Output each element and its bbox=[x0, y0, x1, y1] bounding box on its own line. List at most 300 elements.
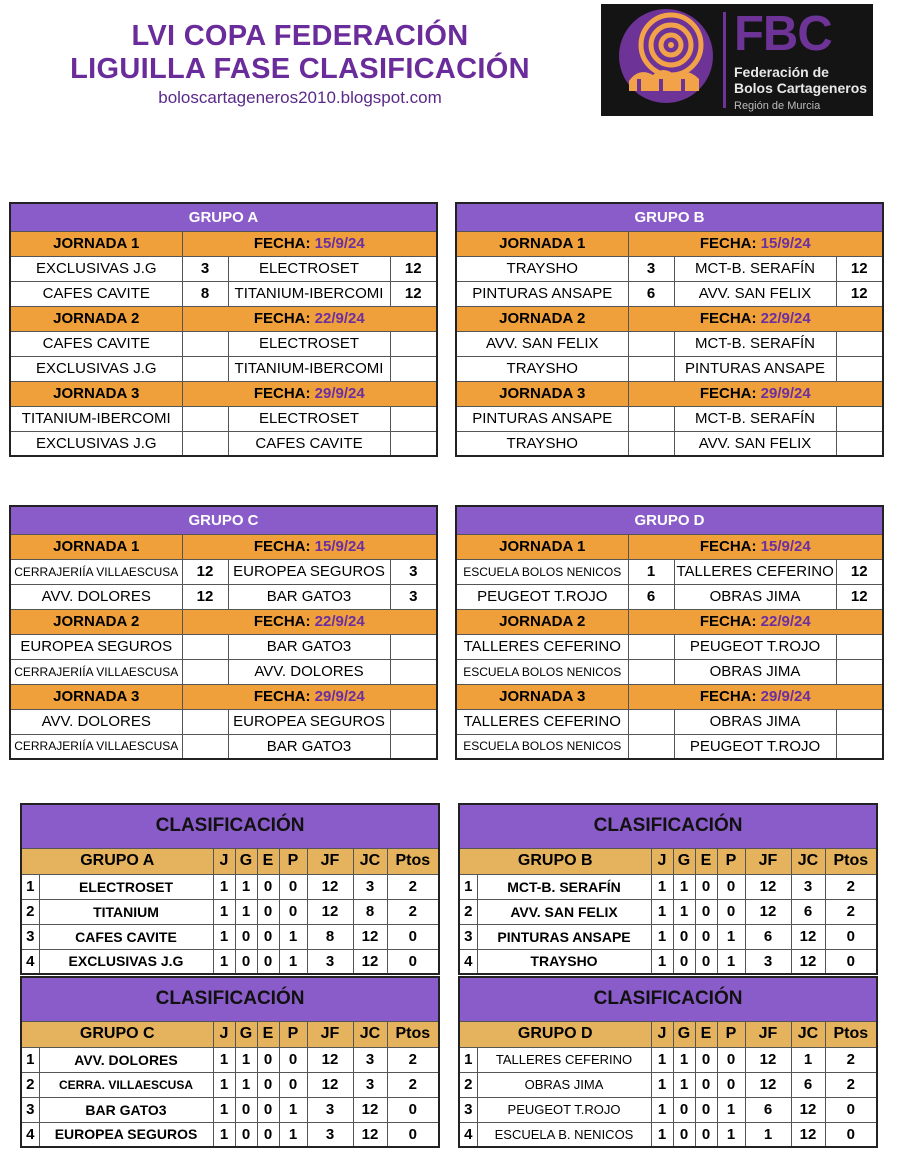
away-team: TITANIUM-IBERCOMI bbox=[228, 356, 390, 381]
match-row bbox=[456, 709, 883, 734]
position: 1 bbox=[21, 1047, 39, 1072]
stat-jc: 3 bbox=[791, 874, 825, 899]
away-team: ELECTROSET bbox=[228, 331, 390, 356]
team-name: CAFES CAVITE bbox=[39, 924, 213, 949]
stat-p: 1 bbox=[717, 1122, 745, 1147]
away-score bbox=[390, 406, 437, 431]
jornada-label: JORNADA 1 bbox=[456, 231, 628, 256]
standings-header-row bbox=[21, 848, 439, 874]
column-header-p: P bbox=[717, 1021, 745, 1047]
standings-row bbox=[21, 1097, 439, 1122]
stat-p: 0 bbox=[279, 1047, 307, 1072]
standings-row bbox=[459, 924, 877, 949]
home-score bbox=[182, 331, 228, 356]
stat-ptos: 0 bbox=[825, 949, 877, 974]
home-team: AVV. DOLORES bbox=[10, 584, 182, 609]
home-score bbox=[628, 406, 674, 431]
stat-e: 0 bbox=[695, 1047, 717, 1072]
match-row bbox=[10, 406, 437, 431]
jornada-date bbox=[628, 684, 883, 709]
jornada-row bbox=[10, 381, 437, 406]
date-label: FECHA: bbox=[699, 538, 757, 555]
jornada-label: JORNADA 2 bbox=[456, 306, 628, 331]
standings-group: GRUPO C bbox=[21, 1021, 213, 1047]
away-score bbox=[836, 634, 883, 659]
logo-name-line2: Bolos Cartageneros bbox=[734, 80, 868, 96]
home-score: 12 bbox=[182, 584, 228, 609]
date-label: FECHA: bbox=[253, 688, 311, 705]
position: 2 bbox=[21, 1072, 39, 1097]
match-row bbox=[10, 734, 437, 759]
home-score bbox=[182, 356, 228, 381]
federation-logo bbox=[601, 4, 873, 116]
stat-p: 1 bbox=[717, 1097, 745, 1122]
away-score: 12 bbox=[836, 584, 883, 609]
home-team: TALLERES CEFERINO bbox=[456, 634, 628, 659]
stat-ptos: 2 bbox=[387, 1047, 439, 1072]
jornada-row bbox=[456, 534, 883, 559]
date-value: 29/9/24 bbox=[314, 688, 365, 705]
stat-e: 0 bbox=[257, 924, 279, 949]
page-subtitle: LIGUILLA FASE CLASIFICACIÓN bbox=[70, 53, 530, 85]
standings-row bbox=[21, 1047, 439, 1072]
match-row bbox=[10, 709, 437, 734]
home-team: TRAYSHO bbox=[456, 256, 628, 281]
logo-abbr: FBC bbox=[734, 7, 832, 61]
position: 2 bbox=[459, 899, 477, 924]
column-header-e: E bbox=[257, 1021, 279, 1047]
stat-jf: 3 bbox=[307, 1122, 353, 1147]
date-value: 15/9/24 bbox=[314, 538, 365, 555]
date-label: FECHA: bbox=[699, 688, 757, 705]
home-team: CERRAJERIÍA VILLAESCUSA bbox=[10, 659, 182, 684]
stat-ptos: 2 bbox=[387, 899, 439, 924]
home-score: 12 bbox=[182, 559, 228, 584]
team-name: BAR GATO3 bbox=[39, 1097, 213, 1122]
match-row bbox=[456, 256, 883, 281]
column-header-jf: JF bbox=[745, 848, 791, 874]
jornada-label: JORNADA 3 bbox=[10, 684, 182, 709]
logo-name bbox=[734, 64, 867, 96]
home-team: CERRAJERIÍA VILLAESCUSA bbox=[10, 559, 182, 584]
home-team: CAFES CAVITE bbox=[10, 281, 182, 306]
stat-e: 0 bbox=[257, 1097, 279, 1122]
match-row bbox=[456, 356, 883, 381]
away-team: PEUGEOT T.ROJO bbox=[674, 634, 836, 659]
team-name: TALLERES CEFERINO bbox=[477, 1047, 651, 1072]
stat-jc: 12 bbox=[791, 1122, 825, 1147]
standings-row bbox=[459, 949, 877, 974]
jornada-label: JORNADA 1 bbox=[10, 534, 182, 559]
stat-j: 1 bbox=[651, 1097, 673, 1122]
match-row bbox=[456, 584, 883, 609]
team-name: CERRA. VILLAESCUSA bbox=[39, 1072, 213, 1097]
stat-jf: 3 bbox=[745, 949, 791, 974]
column-header-g: G bbox=[673, 1021, 695, 1047]
position: 1 bbox=[459, 874, 477, 899]
stat-g: 0 bbox=[235, 1122, 257, 1147]
home-team: CAFES CAVITE bbox=[10, 331, 182, 356]
stat-j: 1 bbox=[651, 924, 673, 949]
jornada-label: JORNADA 1 bbox=[456, 534, 628, 559]
stat-e: 0 bbox=[695, 899, 717, 924]
home-score: 3 bbox=[182, 256, 228, 281]
stat-g: 0 bbox=[673, 1122, 695, 1147]
away-score: 3 bbox=[390, 559, 437, 584]
away-score bbox=[836, 431, 883, 456]
away-score: 12 bbox=[390, 281, 437, 306]
date-label: FECHA: bbox=[253, 538, 311, 555]
position: 4 bbox=[21, 1122, 39, 1147]
standings-row bbox=[459, 1122, 877, 1147]
away-score: 12 bbox=[836, 281, 883, 306]
away-team: ELECTROSET bbox=[228, 406, 390, 431]
team-name: EUROPEA SEGUROS bbox=[39, 1122, 213, 1147]
home-score bbox=[182, 659, 228, 684]
standings-table-grupo-d bbox=[458, 976, 878, 1148]
stat-g: 0 bbox=[235, 1097, 257, 1122]
jornada-date bbox=[182, 231, 437, 256]
stat-g: 0 bbox=[235, 924, 257, 949]
stat-g: 1 bbox=[673, 1072, 695, 1097]
home-score: 6 bbox=[628, 281, 674, 306]
stat-e: 0 bbox=[695, 1122, 717, 1147]
stat-jf: 3 bbox=[307, 949, 353, 974]
home-score bbox=[182, 709, 228, 734]
stat-jc: 6 bbox=[791, 1072, 825, 1097]
standings-table-grupo-b bbox=[458, 803, 878, 975]
home-score: 3 bbox=[628, 256, 674, 281]
stat-j: 1 bbox=[213, 899, 235, 924]
standings-header-row bbox=[21, 1021, 439, 1047]
fixture-table-grupo-a bbox=[9, 202, 438, 457]
stat-jf: 6 bbox=[745, 924, 791, 949]
column-header-jc: JC bbox=[791, 1021, 825, 1047]
away-team: AVV. DOLORES bbox=[228, 659, 390, 684]
jornada-label: JORNADA 2 bbox=[10, 306, 182, 331]
home-score bbox=[182, 734, 228, 759]
jornada-label: JORNADA 1 bbox=[10, 231, 182, 256]
stat-p: 0 bbox=[717, 1072, 745, 1097]
away-team: BAR GATO3 bbox=[228, 634, 390, 659]
date-value: 22/9/24 bbox=[314, 310, 365, 327]
jornada-date bbox=[628, 381, 883, 406]
jornada-date bbox=[182, 306, 437, 331]
logo-divider bbox=[723, 12, 726, 108]
stat-jf: 12 bbox=[745, 1047, 791, 1072]
jornada-row bbox=[10, 306, 437, 331]
stat-ptos: 2 bbox=[387, 1072, 439, 1097]
match-row bbox=[456, 659, 883, 684]
stat-jc: 3 bbox=[353, 874, 387, 899]
date-value: 15/9/24 bbox=[760, 538, 811, 555]
stat-ptos: 2 bbox=[825, 1047, 877, 1072]
stat-ptos: 0 bbox=[825, 924, 877, 949]
stat-jc: 3 bbox=[353, 1072, 387, 1097]
group-title: GRUPO A bbox=[10, 203, 437, 231]
home-team: TITANIUM-IBERCOMI bbox=[10, 406, 182, 431]
date-value: 22/9/24 bbox=[314, 613, 365, 630]
stat-jf: 12 bbox=[745, 899, 791, 924]
stat-j: 1 bbox=[213, 1097, 235, 1122]
position: 1 bbox=[21, 874, 39, 899]
jornada-row bbox=[10, 534, 437, 559]
stat-g: 0 bbox=[673, 924, 695, 949]
stat-jc: 12 bbox=[353, 924, 387, 949]
home-team: TRAYSHO bbox=[456, 356, 628, 381]
team-name: AVV. DOLORES bbox=[39, 1047, 213, 1072]
column-header-jf: JF bbox=[307, 1021, 353, 1047]
column-header-j: J bbox=[213, 848, 235, 874]
stat-p: 0 bbox=[279, 899, 307, 924]
home-score bbox=[628, 331, 674, 356]
stat-jf: 12 bbox=[307, 1047, 353, 1072]
jornada-date bbox=[182, 381, 437, 406]
away-team: AVV. SAN FELIX bbox=[674, 431, 836, 456]
stat-e: 0 bbox=[257, 1122, 279, 1147]
page-title: LVI COPA FEDERACIÓN bbox=[131, 20, 469, 52]
jornada-label: JORNADA 2 bbox=[10, 609, 182, 634]
standings-table-grupo-a bbox=[20, 803, 440, 975]
stat-g: 1 bbox=[235, 874, 257, 899]
position: 3 bbox=[459, 1097, 477, 1122]
home-score bbox=[182, 406, 228, 431]
jornada-row bbox=[456, 609, 883, 634]
stat-ptos: 0 bbox=[825, 1122, 877, 1147]
standings-row bbox=[21, 1122, 439, 1147]
group-header-row bbox=[10, 506, 437, 534]
away-score bbox=[836, 331, 883, 356]
away-score bbox=[836, 734, 883, 759]
jornada-date bbox=[628, 534, 883, 559]
away-score bbox=[390, 709, 437, 734]
group-header-row bbox=[456, 506, 883, 534]
column-header-e: E bbox=[695, 1021, 717, 1047]
standings-row bbox=[459, 1072, 877, 1097]
home-team: CERRAJERIÍA VILLAESCUSA bbox=[10, 734, 182, 759]
group-title: GRUPO C bbox=[10, 506, 437, 534]
stat-p: 0 bbox=[717, 1047, 745, 1072]
match-row bbox=[10, 331, 437, 356]
team-name: TRAYSHO bbox=[477, 949, 651, 974]
match-row bbox=[10, 659, 437, 684]
standings-row bbox=[21, 899, 439, 924]
fixture-table-grupo-d bbox=[455, 505, 884, 760]
match-row bbox=[10, 559, 437, 584]
stat-ptos: 2 bbox=[825, 874, 877, 899]
date-label: FECHA: bbox=[253, 310, 311, 327]
column-header-g: G bbox=[673, 848, 695, 874]
team-name: MCT-B. SERAFÍN bbox=[477, 874, 651, 899]
jornada-date bbox=[182, 609, 437, 634]
stat-ptos: 2 bbox=[825, 899, 877, 924]
stat-p: 0 bbox=[279, 1072, 307, 1097]
stat-j: 1 bbox=[651, 1122, 673, 1147]
home-team: EXCLUSIVAS J.G bbox=[10, 256, 182, 281]
home-score: 1 bbox=[628, 559, 674, 584]
stat-jc: 12 bbox=[791, 924, 825, 949]
stat-p: 1 bbox=[279, 949, 307, 974]
home-team: TALLERES CEFERINO bbox=[456, 709, 628, 734]
date-value: 29/9/24 bbox=[314, 385, 365, 402]
date-label: FECHA: bbox=[699, 613, 757, 630]
stat-jf: 12 bbox=[307, 874, 353, 899]
away-team: TALLERES CEFERINO bbox=[674, 559, 836, 584]
stat-p: 0 bbox=[279, 874, 307, 899]
standings-title: CLASIFICACIÓN bbox=[459, 977, 877, 1021]
stat-j: 1 bbox=[213, 949, 235, 974]
standings-header-row bbox=[459, 848, 877, 874]
jornada-row bbox=[456, 381, 883, 406]
column-header-ptos: Ptos bbox=[825, 848, 877, 874]
standings-row bbox=[459, 899, 877, 924]
stat-p: 0 bbox=[717, 874, 745, 899]
match-row bbox=[456, 634, 883, 659]
stat-g: 0 bbox=[673, 949, 695, 974]
home-team: ESCUELA BOLOS NENICOS bbox=[456, 559, 628, 584]
standings-group: GRUPO B bbox=[459, 848, 651, 874]
stat-jf: 1 bbox=[745, 1122, 791, 1147]
stat-j: 1 bbox=[213, 874, 235, 899]
standings-table-grupo-c bbox=[20, 976, 440, 1148]
stat-j: 1 bbox=[651, 1047, 673, 1072]
standings-row bbox=[21, 924, 439, 949]
position: 4 bbox=[459, 949, 477, 974]
group-title: GRUPO B bbox=[456, 203, 883, 231]
group-header-row bbox=[456, 203, 883, 231]
standings-row bbox=[21, 949, 439, 974]
position: 3 bbox=[21, 1097, 39, 1122]
standings-row bbox=[459, 1047, 877, 1072]
page-header bbox=[40, 20, 560, 108]
home-team: EXCLUSIVAS J.G bbox=[10, 356, 182, 381]
stat-j: 1 bbox=[651, 1072, 673, 1097]
stat-g: 1 bbox=[673, 874, 695, 899]
stat-ptos: 2 bbox=[387, 874, 439, 899]
match-row bbox=[10, 256, 437, 281]
fixture-table-grupo-c bbox=[9, 505, 438, 760]
date-value: 15/9/24 bbox=[314, 235, 365, 252]
stat-ptos: 0 bbox=[387, 949, 439, 974]
home-team: AVV. DOLORES bbox=[10, 709, 182, 734]
away-score bbox=[390, 331, 437, 356]
column-header-j: J bbox=[651, 848, 673, 874]
stat-g: 1 bbox=[673, 1047, 695, 1072]
column-header-jc: JC bbox=[353, 848, 387, 874]
stat-jf: 12 bbox=[745, 1072, 791, 1097]
stat-ptos: 0 bbox=[387, 924, 439, 949]
home-score bbox=[628, 734, 674, 759]
home-team: TRAYSHO bbox=[456, 431, 628, 456]
stat-e: 0 bbox=[257, 1072, 279, 1097]
standings-title-row bbox=[459, 977, 877, 1021]
match-row bbox=[456, 331, 883, 356]
stat-jf: 12 bbox=[745, 874, 791, 899]
column-header-e: E bbox=[695, 848, 717, 874]
position: 4 bbox=[459, 1122, 477, 1147]
bowling-ball-icon bbox=[619, 9, 713, 103]
away-team: MCT-B. SERAFÍN bbox=[674, 331, 836, 356]
away-team: EUROPEA SEGUROS bbox=[228, 559, 390, 584]
fixture-table-grupo-b bbox=[455, 202, 884, 457]
column-header-j: J bbox=[213, 1021, 235, 1047]
standings-title-row bbox=[459, 804, 877, 848]
away-team: OBRAS JIMA bbox=[674, 659, 836, 684]
match-row bbox=[456, 431, 883, 456]
stat-g: 1 bbox=[235, 1047, 257, 1072]
stat-e: 0 bbox=[257, 1047, 279, 1072]
blog-url: boloscartageneros2010.blogspot.com bbox=[158, 88, 442, 107]
home-team: ESCUELA BOLOS NENICOS bbox=[456, 659, 628, 684]
column-header-e: E bbox=[257, 848, 279, 874]
date-value: 22/9/24 bbox=[760, 613, 811, 630]
date-label: FECHA: bbox=[699, 385, 757, 402]
standings-title: CLASIFICACIÓN bbox=[21, 977, 439, 1021]
jornada-label: JORNADA 3 bbox=[10, 381, 182, 406]
stat-j: 1 bbox=[651, 949, 673, 974]
team-name: OBRAS JIMA bbox=[477, 1072, 651, 1097]
home-team: EXCLUSIVAS J.G bbox=[10, 431, 182, 456]
jornada-row bbox=[456, 231, 883, 256]
away-team: CAFES CAVITE bbox=[228, 431, 390, 456]
home-team: PEUGEOT T.ROJO bbox=[456, 584, 628, 609]
team-name: ELECTROSET bbox=[39, 874, 213, 899]
home-score bbox=[628, 634, 674, 659]
stat-e: 0 bbox=[257, 874, 279, 899]
home-score bbox=[628, 659, 674, 684]
column-header-jf: JF bbox=[745, 1021, 791, 1047]
column-header-ptos: Ptos bbox=[387, 848, 439, 874]
jornada-date bbox=[628, 306, 883, 331]
stat-g: 0 bbox=[235, 949, 257, 974]
match-row bbox=[456, 734, 883, 759]
column-header-ptos: Ptos bbox=[825, 1021, 877, 1047]
match-row bbox=[10, 634, 437, 659]
match-row bbox=[10, 584, 437, 609]
home-score bbox=[182, 634, 228, 659]
standings-group: GRUPO A bbox=[21, 848, 213, 874]
stat-p: 0 bbox=[717, 899, 745, 924]
away-score bbox=[390, 356, 437, 381]
stat-j: 1 bbox=[213, 1047, 235, 1072]
home-score: 8 bbox=[182, 281, 228, 306]
team-name: TITANIUM bbox=[39, 899, 213, 924]
column-header-p: P bbox=[279, 1021, 307, 1047]
date-label: FECHA: bbox=[253, 385, 311, 402]
stat-p: 1 bbox=[279, 1097, 307, 1122]
home-score bbox=[628, 709, 674, 734]
away-team: OBRAS JIMA bbox=[674, 709, 836, 734]
team-name: ESCUELA B. NENICOS bbox=[477, 1122, 651, 1147]
jornada-date bbox=[628, 609, 883, 634]
away-score: 3 bbox=[390, 584, 437, 609]
jornada-label: JORNADA 2 bbox=[456, 609, 628, 634]
stat-p: 1 bbox=[717, 949, 745, 974]
away-team: EUROPEA SEGUROS bbox=[228, 709, 390, 734]
stat-p: 1 bbox=[279, 1122, 307, 1147]
date-label: FECHA: bbox=[253, 613, 311, 630]
stat-jf: 12 bbox=[307, 899, 353, 924]
column-header-g: G bbox=[235, 1021, 257, 1047]
jornada-row bbox=[10, 231, 437, 256]
away-team: MCT-B. SERAFÍN bbox=[674, 406, 836, 431]
date-value: 22/9/24 bbox=[760, 310, 811, 327]
jornada-row bbox=[456, 306, 883, 331]
standings-row bbox=[459, 1097, 877, 1122]
jornada-row bbox=[10, 684, 437, 709]
standings-header-row bbox=[459, 1021, 877, 1047]
stat-jc: 12 bbox=[353, 1097, 387, 1122]
